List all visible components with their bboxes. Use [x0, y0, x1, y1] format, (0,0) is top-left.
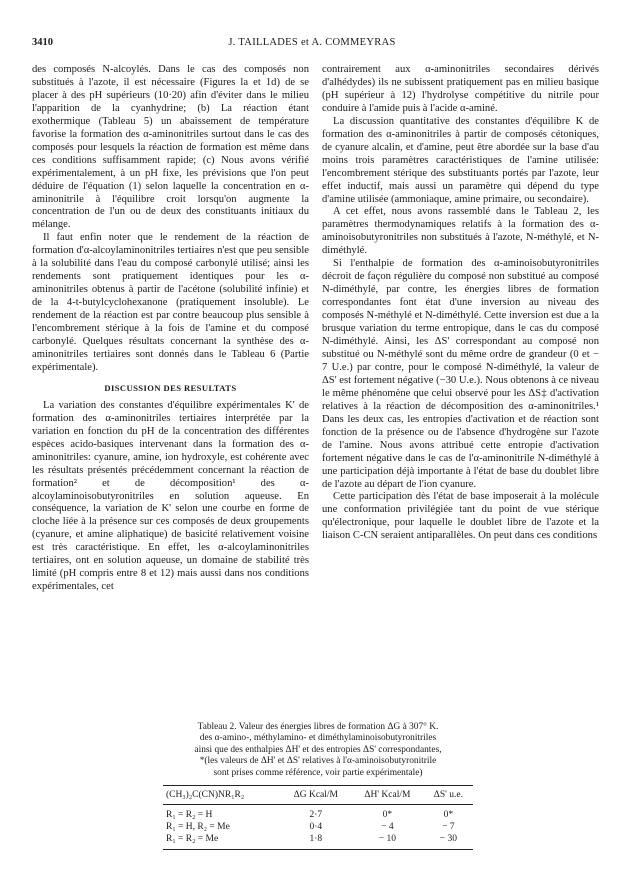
column-header: ΔS' u.e. [433, 790, 463, 801]
table-2 [163, 722, 473, 850]
table-cell: − 7 [442, 822, 455, 833]
table-caption [163, 722, 473, 779]
running-head: J. TAILLADES et A. COMMEYRAS [228, 37, 396, 48]
left-column [32, 64, 309, 594]
page-header [32, 37, 592, 51]
section-heading: DISCUSSION DES RESULTATS [104, 382, 237, 393]
paragraph: contrairement aux α-aminonitriles secondaires dérivés d'alhédydes) ils ne subissent pratiquement pas en milieu basique (pH supérieur à 12) l'hydrolyse compétitive du nitrile pour conduire à l'amide puis à l'acide α-aminé. [322, 64, 599, 114]
caption-line: ainsi que des enthalpies ΔH' et des entropies ΔS' correspondantes, [194, 744, 442, 755]
paragraph: Si l'enthalpie de formation des α-aminoisobutyronitriles décroit de façon régulière du composé non substitué au composé N-diméthylé, par contre, les énergies libres de formation correspondantes font état d'une inversion au niveau des composés N-méthylé et N-diméthylé. Cette inversion est due a la brusque variation du terme entropique, dans le cas du composé N-diméthylé. Ainsi, les ΔS' correspondant au composé non substitué ou N-méthylé sont du même ordre de grandeur (0 et − 7 U.e.) par contre, pour le composé N-diméthylé, la valeur de ΔS' est fortement négative (−30 U.e.). Nous obtenons à ce niveau le même phénomène que celui observé pour les ΔS‡ d'activation relatives à la réaction de décomposition des α-aminonitriles.¹ Dans les deux cas, les entropies d'activation et de réaction sont fonction de la présence ou de l'absence d'hydrogène sur l'azote de l'amine. Nous avons attribué cette entropie d'activation fortement négative dans le cas de l'α-aminonitrile N-diméthylé à une participation déjà importante à l'état de base du doublet libre de l'azote au départ de l'ion cyanure. [322, 258, 599, 490]
table-cell: 2·7 [309, 810, 323, 821]
caption-line: Tableau 2. Valeur des énergies libres de formation ΔG à 307° K. [197, 722, 439, 732]
column-header: (CH₃)₂C(CN)NR₁R₂ [166, 790, 245, 801]
table-cell: 0* [382, 810, 393, 821]
table-cell: − 30 [439, 834, 457, 845]
table-header-row [163, 786, 473, 805]
table-cell: 1·8 [309, 834, 323, 845]
table-row [163, 833, 473, 850]
table-cell: − 10 [378, 834, 397, 845]
column-header: ΔH' Kcal/M [364, 790, 411, 801]
right-column [322, 64, 599, 543]
table-cell: 0·4 [309, 822, 323, 833]
paragraph: La variation des constantes d'équilibre expérimentales K' de formation des α-aminonitriles tertiaires interprétée par la variation en fonction du pH de la concentration des différentes espèces acido-basiques intervenant dans la formation des α-aminonitriles: cyanure, amine, ion hydroxyle, est cohérente avec les résultats présentés précédemment concernant la réaction de formation² et de décomposition¹ des α-alcoylaminoisobutyronitriles en solution aqueuse. En conséquence, la variation de K' selon une courbe en forme de cloche liée à la présence sur ces composés de deux groupements (cyanure, et amine aliphatique) de basicité relativement voisine est très caractéristique. En effet, les α-alcoylaminonitriles tertiaires, ont en solution aqueuse, un domaine de stabilité très limité (pH compris entre 8 et 12) mais aussi dans nos conditions expérimentales, cet [32, 399, 309, 593]
paragraph: La discussion quantitative des constantes d'équilibre K de formation des α-aminonitriles à partir de composés cétoniques, de cyanure alcalin, et d'amine, peut être abordée sur la base d'au moins trois paramètres caractéristiques de l'amine utilisée: l'encombrement stérique des substituants portés par l'azote, leur effet inductif, mais aussi un paramètre qui dépend du type d'amine utilisée (ammoniaque, amine primaire, ou secondaire). [322, 115, 599, 205]
caption-line: sont prises comme référence, voir partie expérimentale) [213, 767, 423, 778]
table-row [163, 821, 473, 833]
table-row [163, 805, 473, 822]
paragraph: des composés N-alcoylés. Dans le cas des composés non substitués à l'azote, il est nécessaire (Figures la et 1d) de se placer à des pH supérieurs (10·20) afin d'éviter dans le milieu l'apparition de la cyanhydrine; (b) La réaction étant exothermique (Tableau 5) un abaissement de température favorise la formation des α-aminonitriles surtout dans le cas des composés pour lesquels la réaction de formation est même dans ces conditions suffisamment rapide; (c) Nous avons vérifié expérimentalement, à un pH fixe, les prévisions que l'on peut déduire de l'équation (1) selon laquelle la concentration en α-aminonitrile à l'équilibre croit lorsqu'on augmente la concentration de l'un ou de deux des constituants initiaux du mélange. [32, 64, 309, 231]
paragraph: A cet effet, nous avons rassemblé dans le Tableau 2, les paramètres thermodynamiques relatifs à la formation des α-aminoisobutyronitriles non substitués à l'azote, N-méthylé, et N-diméthylé. [322, 206, 599, 257]
paragraph: Il faut enfin noter que le rendement de la réaction de formation d'α-alcoylaminonitriles tertiaires n'est que peu sensible à la solubilité dans l'eau du composé carbonylé utilisé; ainsi les rendements sont pratiquement identiques pour les α-aminonitriles obtenus à partir de l'acétone (solubilité infinie) et de la 4-t-butylcyclohexanone (pratiquement insoluble). Le rendement de la réaction est par contre beaucoup plus sensible à l'encombrement stérique à la fois de l'amine et du composé carbonylé. Quelques résultats concernant la synthèse des α-aminonitriles tertiaires sont donnés dans le Tableau 6 (Partie expérimentale). [32, 232, 309, 373]
table-cell: R₁ = R₂ = Me [166, 834, 219, 845]
page-number: 3410 [32, 37, 53, 48]
caption-line: des α-amino-, méthylamino- et diméthylaminoisobutyronitriles [199, 733, 437, 744]
data-table [163, 785, 473, 850]
caption-line: *(les valeurs de ΔH' et ΔS' relatives à l'α-aminoisobutyronitrile [199, 756, 437, 767]
table-cell: − 4 [381, 822, 394, 833]
paragraph: Cette participation dès l'état de base imposerait à la molécule une conformation privilégiée tant du point de vue stérique qu'électronique, pour laquelle le doublet libre de l'azote et la liaison C-CN seraient antiparallèles. On peut dans ces conditions [322, 491, 599, 542]
column-header: ΔG Kcal/M [293, 790, 338, 801]
table-cell: 0* [443, 810, 454, 821]
table-cell: R₁ = H, R₂ = Me [166, 822, 230, 833]
table-cell: R₁ = R₂ = H [166, 810, 213, 821]
